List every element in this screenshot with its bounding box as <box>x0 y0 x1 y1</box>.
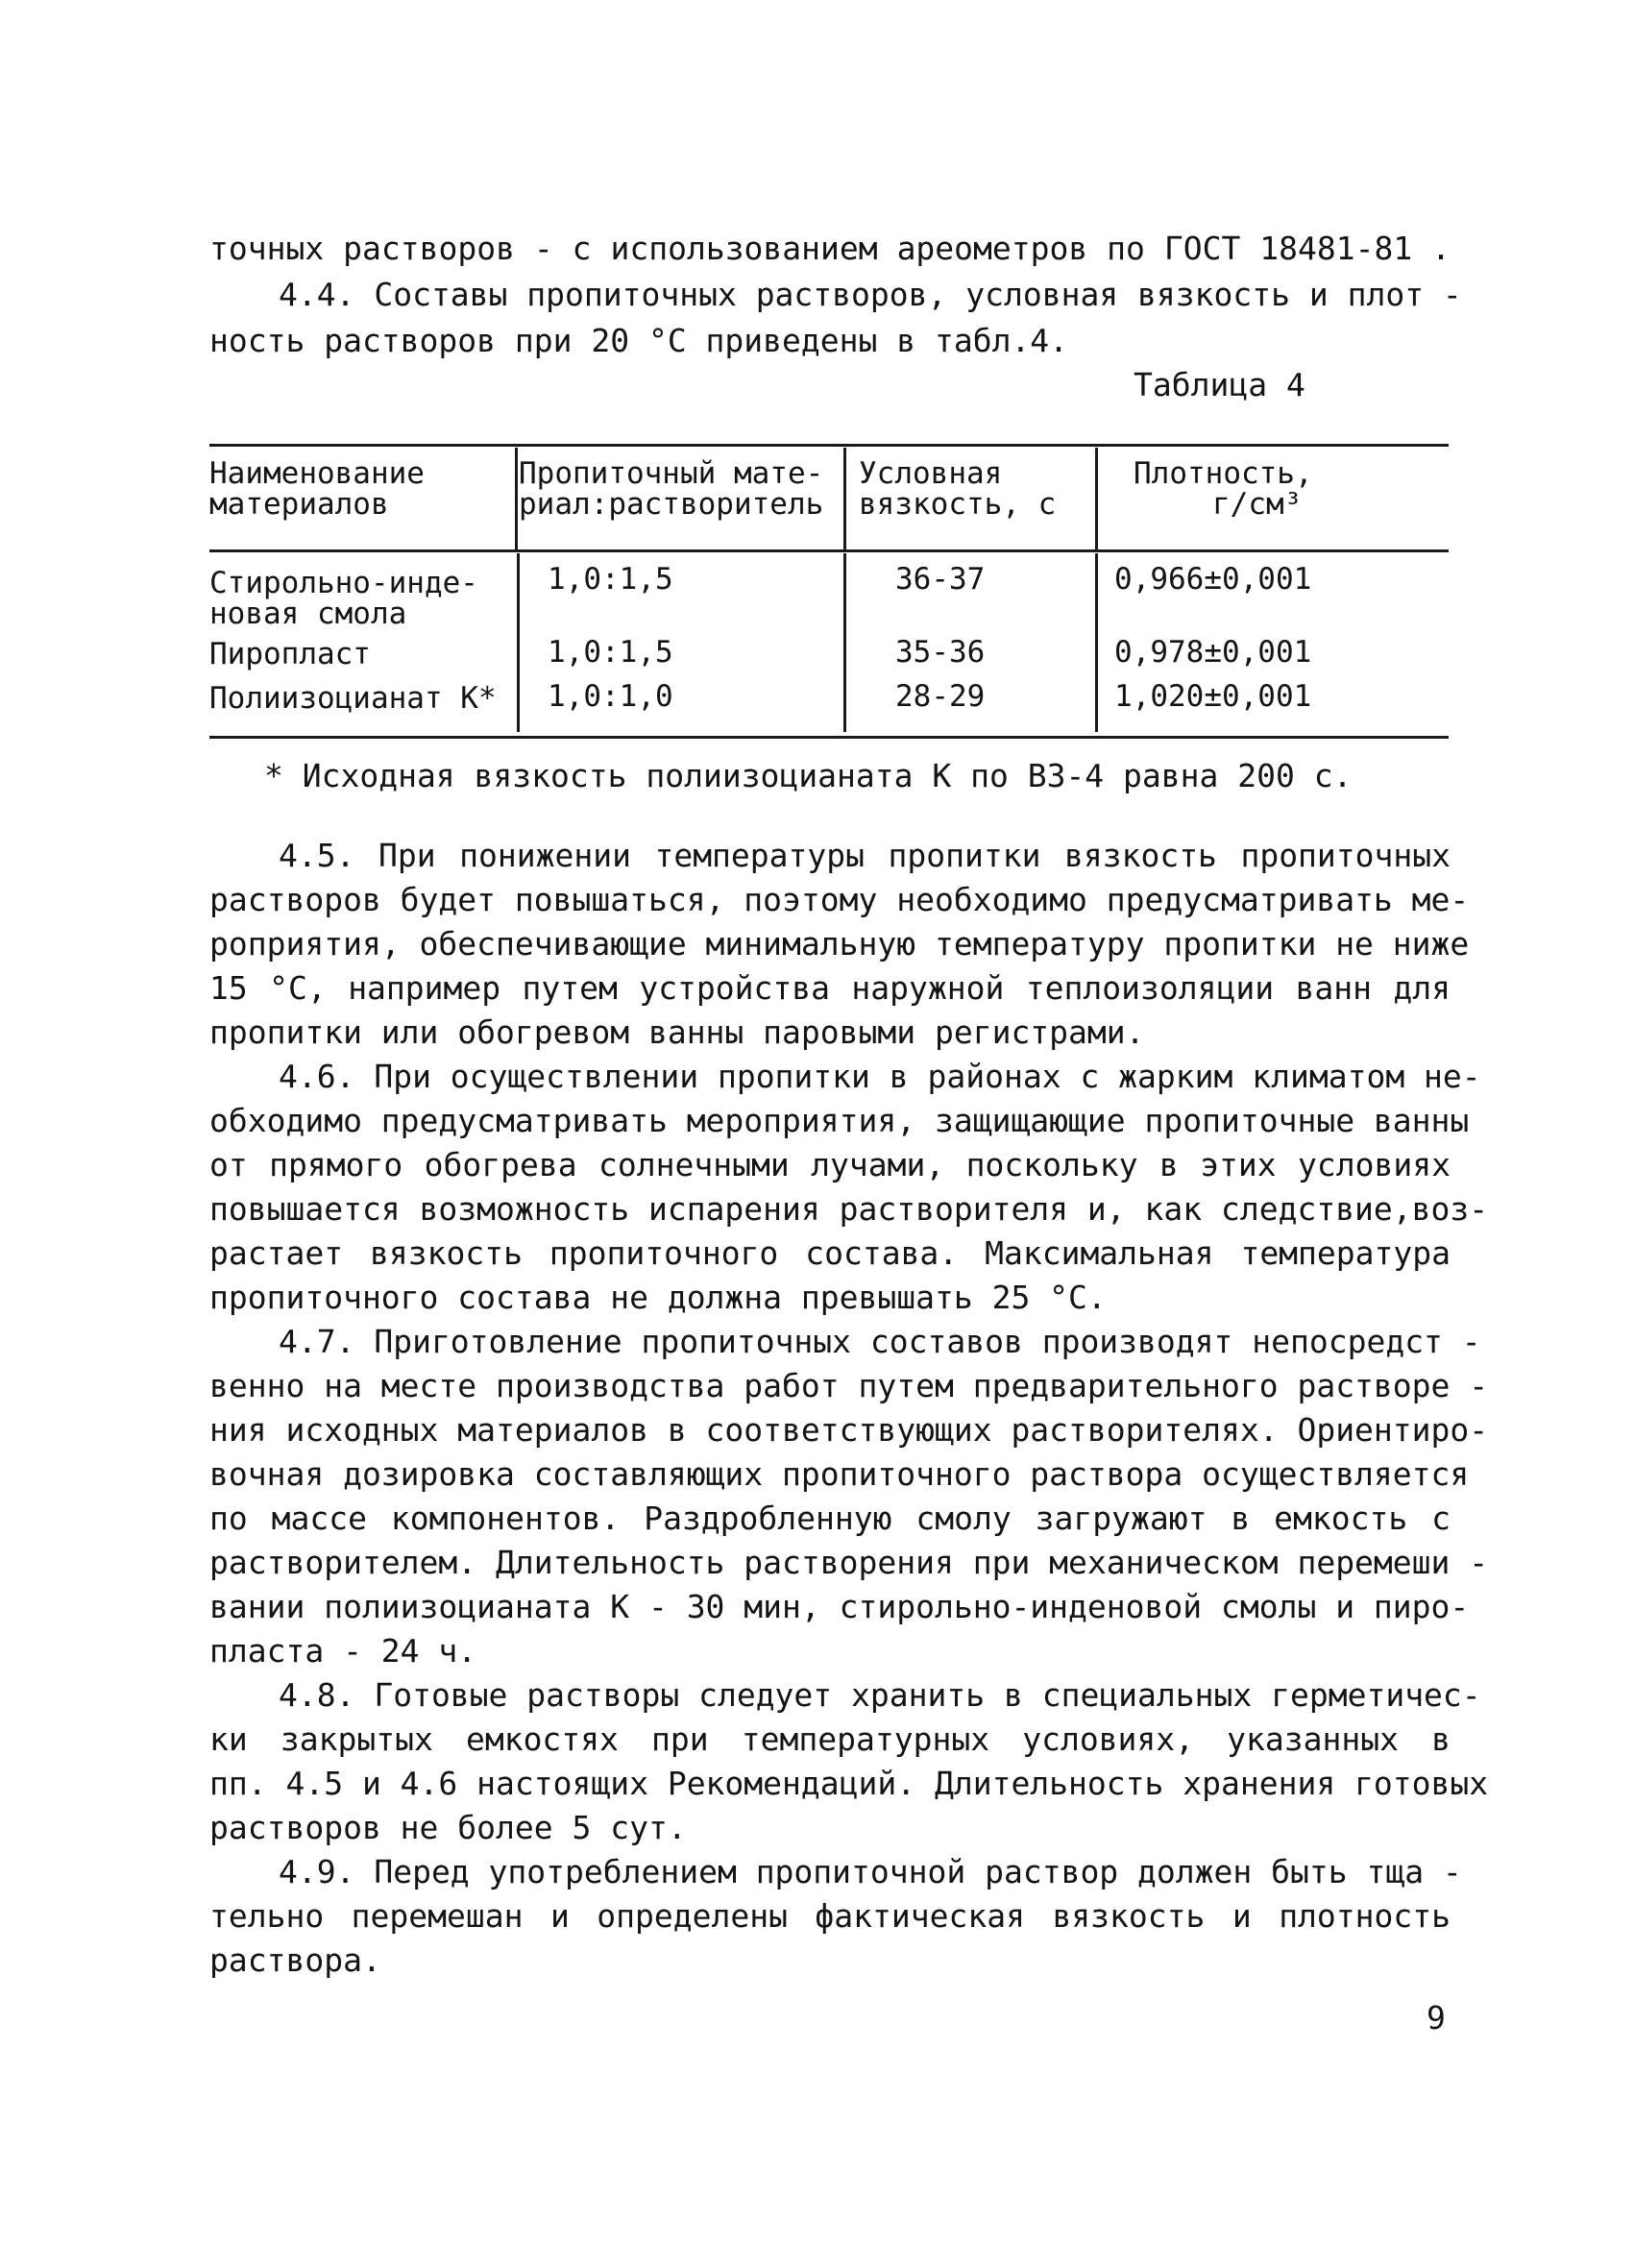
row3-ratio: 1,0:1,0 <box>548 679 673 714</box>
table-caption: Таблица 4 <box>1134 366 1305 403</box>
p48-line-2: ки закрытых емкостях при температурных условиях, указанных в <box>209 1720 1451 1758</box>
p46-line-5: растает вязкость пропиточного состава. Максимальная температура <box>209 1234 1451 1272</box>
row1-name-line2: новая смола <box>209 597 407 631</box>
p47-line-2: венно на месте производства работ путем предварительного растворе - <box>209 1367 1489 1404</box>
p49-line-2: тельно перемешан и определены фактическая вязкость и плотность <box>209 1897 1451 1935</box>
row2-density: 0,978±0,001 <box>1114 635 1312 670</box>
p47-line-3: ния исходных материалов в соответствующих растворителях. Ориентиро- <box>209 1411 1489 1449</box>
header-ratio-line1: Пропиточный мате- <box>519 456 824 491</box>
p46-line-3: от прямого обогрева солнечными лучами, поскольку в этих условиях <box>209 1146 1451 1183</box>
header-viscosity-line1: Условная <box>859 456 1003 491</box>
p48-line-3: пп. 4.5 и 4.6 настоящих Рекомендаций. Длительность хранения готовых <box>209 1765 1489 1802</box>
row1-viscosity: 36-37 <box>895 562 986 597</box>
header-viscosity-line2: вязкость, с <box>859 487 1057 522</box>
p47-line-7: вании полиизоцианата К - 30 мин, стирольно-инденовой смолы и пиро- <box>209 1588 1470 1625</box>
p46-line-4: повышается возможность испарения растворителя и, как следствие,воз- <box>209 1190 1489 1228</box>
row2-viscosity: 35-36 <box>895 635 986 670</box>
p47-line-4: вочная дозировка составляющих пропиточного раствора осуществляется <box>209 1455 1470 1493</box>
p45-line-3: роприятия, обеспечивающие минимальную температуру пропитки не ниже <box>209 925 1470 963</box>
header-name-line2: материалов <box>209 487 389 522</box>
p49-line-3: раствора. <box>209 1941 381 1979</box>
table-footnote: * Исходная вязкость полиизоцианата К по ВЗ-4 равна 200 с. <box>264 757 1353 794</box>
p45-line-4: 15 °С, например путем устройства наружной теплоизоляции ванн для <box>209 969 1451 1007</box>
p47-line-1: 4.7. Приготовление пропиточных составов производят непосредст - <box>279 1323 1481 1360</box>
page-number: 9 <box>1427 1999 1446 2036</box>
p47-line-8: пласта - 24 ч. <box>209 1632 477 1670</box>
row1-name-line1: Стирольно-инде- <box>209 566 478 600</box>
table-vline-1-head <box>515 448 518 549</box>
table-bottom-rule <box>209 736 1449 739</box>
row3-name: Полиизоцианат К* <box>209 681 497 716</box>
table-vline-3-head <box>1095 448 1098 549</box>
p45-line-5: пропитки или обогревом ванны паровыми регистрами. <box>209 1013 1145 1051</box>
row3-density: 1,020±0,001 <box>1114 679 1312 714</box>
row3-viscosity: 28-29 <box>895 679 986 714</box>
intro-line-1: точных растворов - с использованием ареометров по ГОСТ 18481-81 . <box>209 230 1451 267</box>
p48-line-1: 4.8. Готовые растворы следует хранить в специальных герметичес- <box>279 1676 1481 1714</box>
header-density-line2: г/см³ <box>1212 487 1303 522</box>
p49-line-1: 4.9. Перед употреблением пропиточной раствор должен быть тща - <box>279 1853 1462 1890</box>
p46-line-2: обходимо предусматривать мероприятия, защищающие пропиточные ванны <box>209 1102 1470 1139</box>
p46-line-6: пропиточного состава не должна превышать 25 °С. <box>209 1279 1107 1316</box>
header-ratio-line2: риал:растворитель <box>519 487 824 522</box>
row1-ratio: 1,0:1,5 <box>548 562 673 597</box>
p47-line-5: по массе компонентов. Раздробленную смолу загружают в емкость с <box>209 1500 1451 1537</box>
table-vline-2-body <box>843 553 846 732</box>
p45-line-2: растворов будет повышаться, поэтому необходимо предусматривать ме- <box>209 881 1470 918</box>
data-table <box>209 444 1449 744</box>
row2-ratio: 1,0:1,5 <box>548 635 673 670</box>
p48-line-4: растворов не более 5 сут. <box>209 1809 687 1846</box>
p46-line-1: 4.6. При осуществлении пропитки в районах с жарким климатом не- <box>279 1058 1481 1095</box>
table-vline-1-body <box>517 553 520 732</box>
table-vline-2-head <box>843 448 846 549</box>
table-header-rule <box>209 549 1449 552</box>
header-name-line1: Наименование <box>209 456 425 491</box>
intro-line-3: ность растворов при 20 °С приведены в табл.4. <box>209 322 1069 359</box>
table-top-rule <box>209 444 1449 447</box>
row1-density: 0,966±0,001 <box>1114 562 1312 597</box>
table-vline-3-body <box>1095 553 1098 732</box>
intro-line-2: 4.4. Составы пропиточных растворов, условная вязкость и плот - <box>279 276 1462 313</box>
p47-line-6: растворителем. Длительность растворения при механическом перемеши - <box>209 1544 1489 1581</box>
header-density-line1: Плотность, <box>1134 456 1313 491</box>
p45-line-1: 4.5. При понижении температуры пропитки вязкость пропиточных <box>279 837 1451 874</box>
row2-name: Пиропласт <box>209 637 371 671</box>
